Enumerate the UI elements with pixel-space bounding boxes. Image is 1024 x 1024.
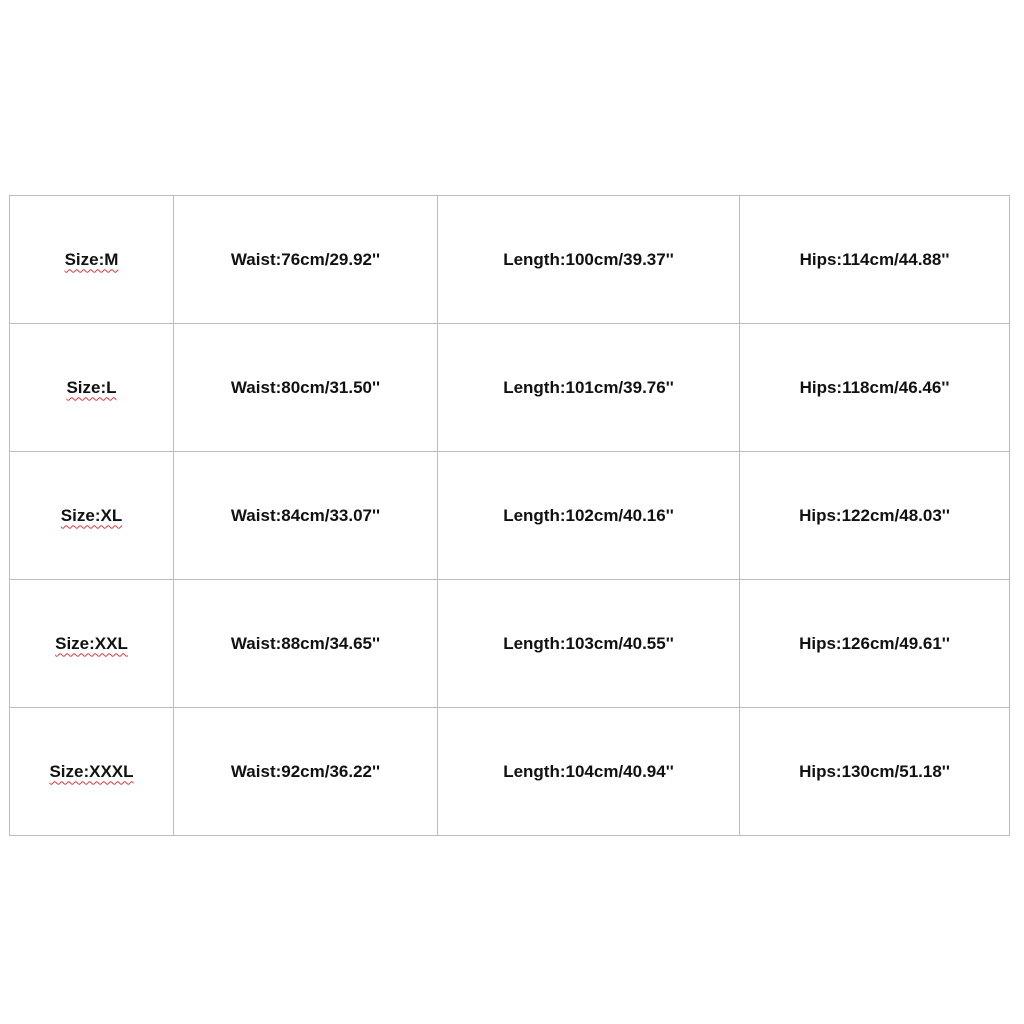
waist-cell: Waist:80cm/31.50'' <box>174 324 438 452</box>
length-cell: Length:101cm/39.76'' <box>438 324 740 452</box>
size-chart-table <box>9 195 1010 836</box>
length-cell: Length:102cm/40.16'' <box>438 452 740 580</box>
waist-cell: Waist:88cm/34.65'' <box>174 580 438 708</box>
size-label: Size:M <box>64 249 119 269</box>
size-cell <box>10 708 174 836</box>
hips-cell: Hips:118cm/46.46'' <box>740 324 1010 452</box>
length-cell: Length:103cm/40.55'' <box>438 580 740 708</box>
table-row <box>10 324 1010 452</box>
size-label: Size:L <box>66 377 117 397</box>
hips-cell: Hips:122cm/48.03'' <box>740 452 1010 580</box>
size-cell <box>10 452 174 580</box>
hips-cell: Hips:126cm/49.61'' <box>740 580 1010 708</box>
length-cell: Length:100cm/39.37'' <box>438 196 740 324</box>
waist-cell: Waist:84cm/33.07'' <box>174 452 438 580</box>
table-row <box>10 580 1010 708</box>
table-row <box>10 196 1010 324</box>
length-cell: Length:104cm/40.94'' <box>438 708 740 836</box>
waist-cell: Waist:92cm/36.22'' <box>174 708 438 836</box>
size-label: Size:XXXL <box>49 761 134 781</box>
hips-cell: Hips:114cm/44.88'' <box>740 196 1010 324</box>
waist-cell: Waist:76cm/29.92'' <box>174 196 438 324</box>
size-cell <box>10 580 174 708</box>
table-row <box>10 708 1010 836</box>
table-row <box>10 452 1010 580</box>
size-label: Size:XXL <box>55 633 128 653</box>
hips-cell: Hips:130cm/51.18'' <box>740 708 1010 836</box>
size-cell <box>10 324 174 452</box>
size-cell <box>10 196 174 324</box>
size-label: Size:XL <box>60 505 123 525</box>
